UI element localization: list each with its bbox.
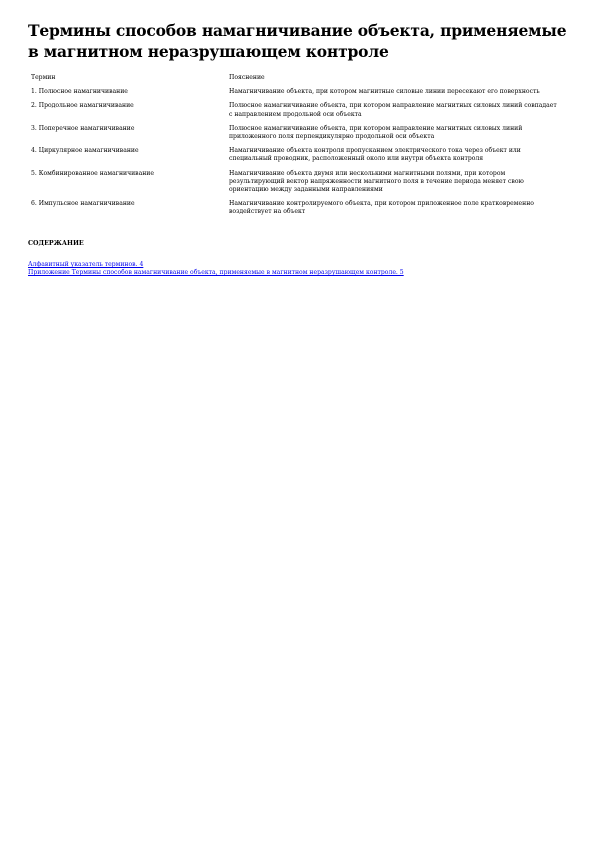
terms-table [28, 74, 558, 223]
table-row [28, 88, 558, 102]
table-row [28, 102, 558, 124]
contents-heading: СОДЕРЖАНИЕ [28, 240, 84, 247]
term-cell: 4. Циркулярное намагничивание [31, 147, 139, 155]
definition-cell: Полюсное намагничивание объекта, при котором направление магнитных силовых линий совпадает с направлением продольной оси объекта [229, 102, 557, 118]
document-title: Термины способов намагничивание объекта, применяемые в магнитном неразрушающем контроле [28, 21, 567, 61]
term-cell: 5. Комбинированное намагничивание [31, 169, 154, 177]
contents-link-alphabetical-index[interactable]: Алфавитный указатель терминов. 4 [28, 261, 144, 268]
definition-cell: Полюсное намагничивание объекта, при котором направление магнитных силовых линий приложенного поля перпендикулярно продольной оси объекта [229, 124, 523, 141]
table-header-row [28, 74, 558, 88]
definition-cell: Намагничивание объекта, при котором магнитные силовые линии пересекают его поверхность [229, 88, 540, 96]
table-row [28, 170, 558, 201]
term-cell: 3. Поперечное намагничивание [31, 124, 135, 132]
term-cell: 6. Импульсное намагничивание [31, 200, 135, 208]
table-row [28, 200, 558, 222]
table-row [28, 147, 558, 169]
definition-cell: Намагничивание контролируемого объекта, при котором приложенное поле кратковременно воздействует на объект [229, 200, 534, 216]
column-header-definition: Пояснение [229, 74, 265, 81]
term-cell: 2. Продольное намагничивание [31, 102, 134, 110]
contents-links [28, 261, 568, 278]
column-header-term: Термин [31, 74, 56, 81]
definition-cell: Намагничивание объекта двумя или несколькими магнитными полями, при котором результирующий вектор напряженности магнитного поля в течение периода меняет свою ориентацию между заданными направлениями [229, 169, 524, 194]
term-cell: 1. Полюсное намагничивание [31, 88, 128, 96]
table-row [28, 125, 558, 147]
definition-cell: Намагничивание объекта контроля пропусканием электрического тока через объект или специальный проводник, расположенный около или внутри объекта контроля [229, 147, 521, 163]
contents-link-appendix[interactable]: Приложение Термины способов намагничивание объекта, применяемые в магнитном неразрушающем контроле. 5 [28, 269, 404, 277]
